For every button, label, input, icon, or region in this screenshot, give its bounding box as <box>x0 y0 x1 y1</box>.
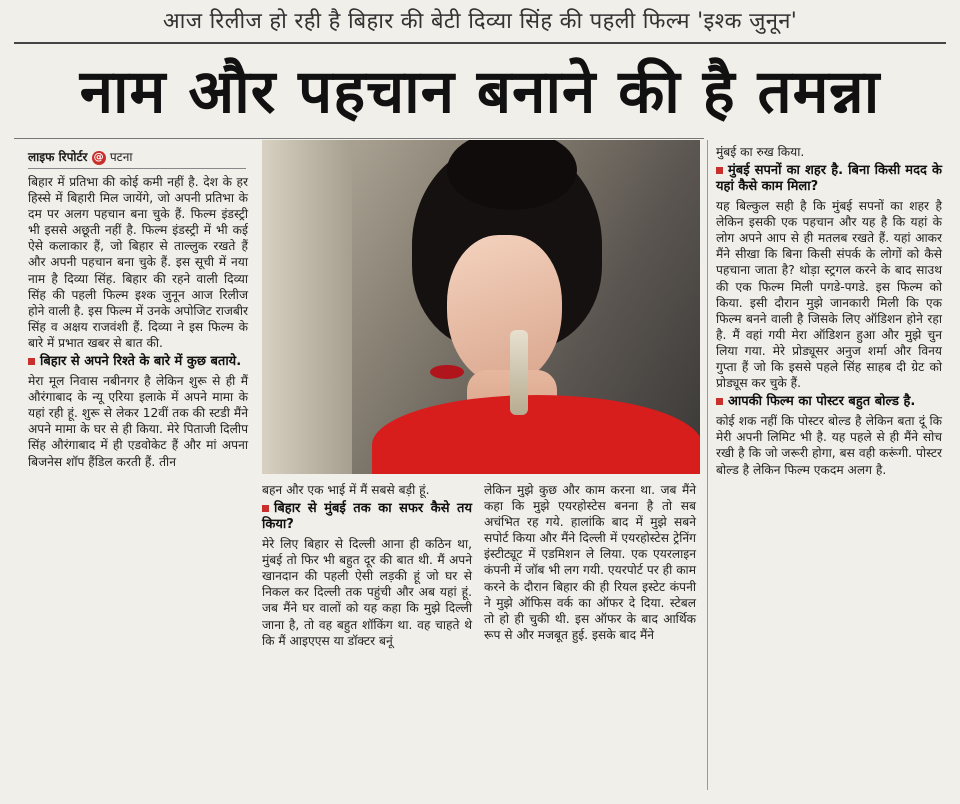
column-3 <box>484 482 696 645</box>
byline <box>28 148 248 164</box>
answer-paragraph: यह बिल्कुल सही है कि मुंबई सपनों का शहर है लेकिन इसकी एक पहचान और यह है कि यहां के लोग अपने आप से ही मतलब रखते हैं. यहां आकर मैंने सीखा कि बिना किसी संपर्क के लोगों को कैसे पहचाना जाता है? थोड़ा स्ट्रगल करने के बाद साउथ की एक फिल्म मिली पगडे-पगडे. इस फिल्म को किया. इसी दौरान मुझे जानकारी मिली कि एक फिल्म बनने वाली है जिसके लिए ऑडिशन होने रहा है. मैं वहां गयी मेरा ऑडिशन हुआ और मुझे चुन लिया गया. मेरे प्रोड्यूसर अनुज शर्मा और विनय गुप्ता हैं जो कि इससे पहले सिंह साहब दी ग्रेट को प्रोड्यूस कर चुके हैं. <box>716 199 942 391</box>
answer-continued: बहन और एक भाई में मैं सबसे बड़ी हूं. <box>262 483 430 497</box>
answer-paragraph: कोई शक नहीं कि पोस्टर बोल्ड है लेकिन बता दूं कि मेरी अपनी लिमिट भी है. यह पहले से ही मैंने सोच रखी है कि जो जरूरी होगा, बस वही करूंगी. पोस्टर बोल्ड है लेकिन फिल्म एकदम अलग है. <box>716 414 942 477</box>
bullet-icon <box>28 358 35 365</box>
intro-paragraph: बिहार में प्रतिभा की कोई कमी नहीं है. देश के हर हिस्से में बिहारी मिल जायेंगे, जो अपनी प्रतिभा के दम पर अलग पहचान बना चुके हैं. फिल्म इंडस्ट्री भी इससे अछूती नहीं है. फिल्म इंडस्ट्री में भी कई ऐसे कलाकार हैं, जो बिहार से ताल्लुक रखते हैं और अपनी पहचान बना चुके हैं. इस सूची में नया नाम है दिव्या सिंह. बिहार की रहने वाली दिव्या सिंह की पहली फिल्म इश्क जुनून आज रिलीज होने वाली है. इस फिल्म में उनके अपोजिट राजबीर सिंह व अक्षय राजवंशी हैं. दिव्या ने इस फिल्म के बारे में प्रभात खबर से बात की. <box>28 175 248 350</box>
column-2 <box>262 482 472 651</box>
byline-rule <box>28 168 246 169</box>
answer-paragraph: मेरा मूल निवास नबीनगर है लेकिन शुरू से ही मैं औरंगाबाद के न्यू एरिया इलाके में अपने मामा के यहां रही हूं. शुरू से लेकर 12वीं तक की स्टडी मैंने अपने मामा के घर से ही किया. मेरे पिताजी दिलीप सिंह औरंगाबाद में ही एडवोकेट हैं और मां अपना बिजनेस शॉप हैंडिल करती हैं. तीन <box>28 374 248 469</box>
reporter-name: लाइफ रिपोर्टर <box>28 150 88 164</box>
answer-continued: लेकिन मुझे कुछ और काम करना था. जब मैंने कहा कि मुझे एयरहोस्टेस बनना है तो सब अचंभित रह गये. हालांकि बाद में मुझे सबने सपोर्ट किया और मैंने दिल्ली में एयरहोस्टेस ट्रेनिंग इंस्टीट्यूट में एडमिशन ले लिया. एक एयरलाइन कंपनी में जॉब भी लग गयी. एयरपोर्ट पर ही काम करने के दौरान बिहार की ही रियल इस्टेट कंपनी ने मुझे ऑफिस वर्क का ऑफर दे दिया. स्टेबल तो हो ही चुकी थी. इस ऑफर के बाद आर्थिक रूप से और मजबूत हुई. इसके बाद मैंने <box>484 483 696 642</box>
main-headline: नाम और पहचान बनाने की है तमन्ना <box>79 57 881 127</box>
kicker-headline: आज रिलीज हो रही है बिहार की बेटी दिव्या सिंह की पहली फिल्म 'इश्क जुनून' <box>162 9 798 34</box>
question-heading: आपकी फिल्म का पोस्टर बहुत बोल्ड है. <box>716 394 942 410</box>
headline-rule <box>14 138 704 139</box>
at-icon: @ <box>93 151 104 163</box>
top-rule <box>14 42 946 44</box>
bullet-icon <box>716 398 723 405</box>
dateline-city: पटना <box>109 150 133 164</box>
answer-continued: मुंबई का रुख किया. <box>716 145 805 159</box>
column-divider <box>707 140 708 790</box>
column-4 <box>716 144 942 480</box>
bullet-icon <box>716 167 723 174</box>
question-heading: मुंबई सपनों का शहर है. बिना किसी मदद के यहां कैसे काम मिला? <box>716 163 942 195</box>
actress-photo <box>262 140 700 474</box>
question-heading: बिहार से मुंबई तक का सफर कैसे तय किया? <box>262 501 472 533</box>
column-1 <box>28 174 248 472</box>
question-heading: बिहार से अपने रिश्ते के बारे में कुछ बताये. <box>28 354 248 370</box>
answer-paragraph: मेरे लिए बिहार से दिल्ली आना ही कठिन था, मुंबई तो फिर भी बहुत दूर की बात थी. मैं अपने खानदान की पहली ऐसी लड़की हूं जो घर से निकल कर दिल्ली तक पहुंची और अब यहां हूं. जब मैंने घर वालों को यह कहा कि मुझे दिल्ली जाना है, तो वह बहुत शॉकिंग था. वह चाहते थे कि मैं आइएएस या डॉक्टर बनूं <box>262 537 472 648</box>
bullet-icon <box>262 505 269 512</box>
